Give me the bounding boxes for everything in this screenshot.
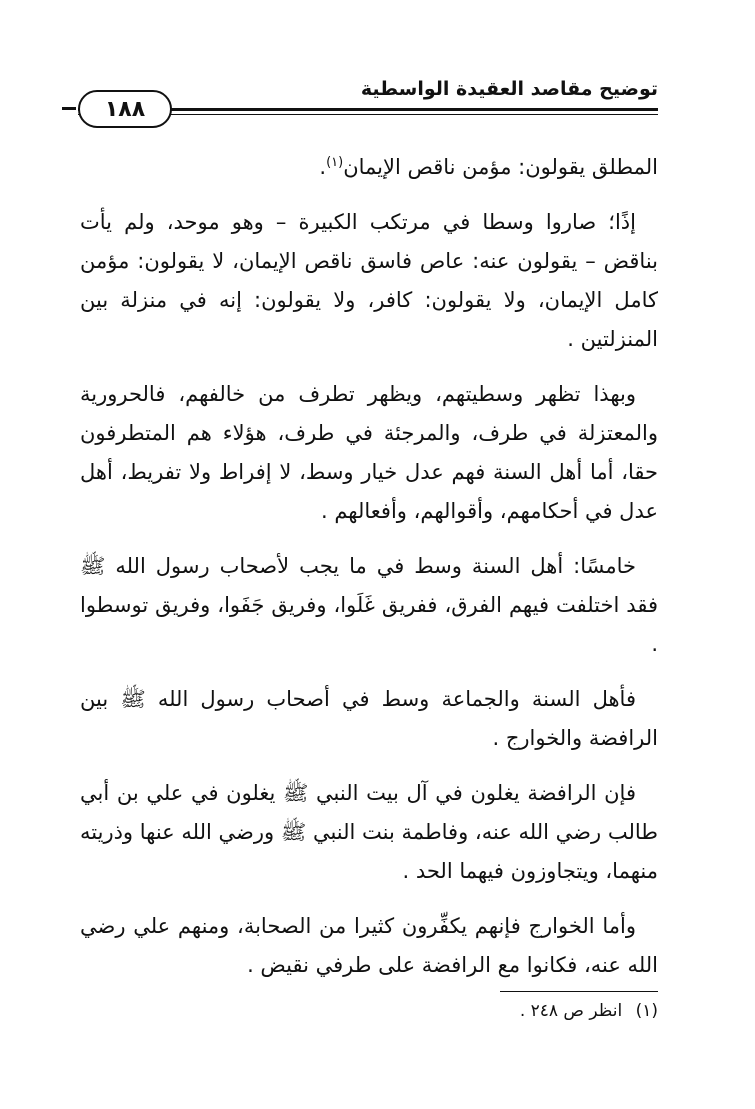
paragraph-trailing: . bbox=[319, 155, 327, 179]
footnote bbox=[98, 998, 658, 1024]
header-dash bbox=[62, 107, 76, 110]
paragraph-3: وبهذا تظهر وسطيتهم، ويظهر تطرف من خالفهم، فالحرورية والمعتزلة في طرف، والمرجئة في طرف، هؤلاء هم المتطرفون حقا، أما أهل السنة فهم عدل خيار وسط، لا إفراط ولا تفريط، أهل عدل في أحكامهم، وأقوالهم، وأفعالهم . bbox=[80, 382, 658, 523]
paragraph-6: فإن الرافضة يغلون في آل بيت النبي ﷺ يغلون في علي بن أبي طالب رضي الله عنه، وفاطمة بنت النبي ﷺ ورضي الله عنها وذريته منهما، ويتجاوزون فيهما الحد . bbox=[80, 781, 658, 883]
paragraph-4: خامسًا: أهل السنة وسط في ما يجب لأصحاب رسول الله ﷺ فقد اختلفت فيهم الفرق، ففريق غَلَوا، وفريق جَفَوا، وفريق توسطوا . bbox=[80, 554, 658, 656]
paragraph-5: فأهل السنة والجماعة وسط في أصحاب رسول الله ﷺ بين الرافضة والخوارج . bbox=[80, 687, 658, 750]
body-text bbox=[80, 148, 658, 1001]
footnote-number: (١) bbox=[635, 1001, 658, 1021]
page-number: ١٨٨ bbox=[104, 96, 146, 122]
paragraph-1 bbox=[80, 148, 658, 187]
footnote-rule bbox=[500, 991, 658, 992]
running-title: توضيح مقاصد العقيدة الواسطية bbox=[360, 78, 658, 100]
paragraph-7: وأما الخوارج فإنهم يكفِّرون كثيرا من الصحابة، ومنهم علي رضي الله عنه، فكانوا مع الرافضة على طرفي نقيض . bbox=[80, 914, 658, 977]
footnote-reference: (١) bbox=[326, 155, 344, 170]
page-number-badge bbox=[78, 90, 172, 128]
paragraph-2: إذًا؛ صاروا وسطا في مرتكب الكبيرة – وهو موحد، ولم يأت بناقض – يقولون عنه: عاص فاسق ناقص الإيمان، لا يقولون: مؤمن كامل الإيمان، ولا يقولون: كافر، ولا يقولون: إنه في منزلة بين المنزلتين . bbox=[80, 210, 658, 351]
footnote-text: انظر ص ٢٤٨ . bbox=[519, 1001, 623, 1021]
paragraph-text: المطلق يقولون: مؤمن ناقص الإيمان bbox=[343, 155, 658, 179]
page-header bbox=[78, 68, 658, 128]
